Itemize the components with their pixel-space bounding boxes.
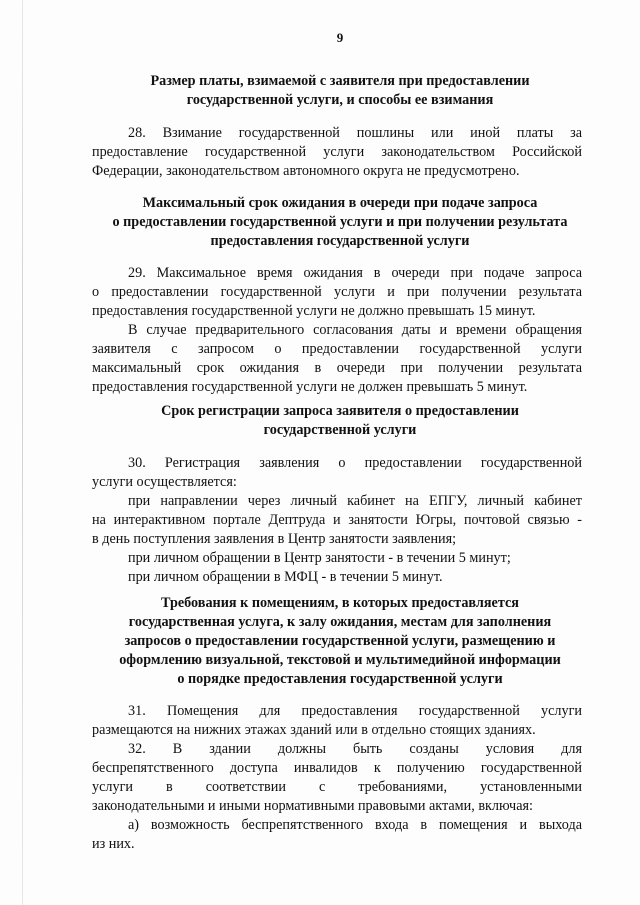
paragraph-line: а) возможность беспрепятственного входа в помещения и выхода [128, 817, 582, 833]
paragraph-line: заявителя с запросом о предоставлении государственной услуги [92, 341, 582, 357]
paragraph-30 [92, 454, 582, 587]
paragraph-line: услуги осуществляется: [92, 474, 237, 490]
heading-line: Срок регистрации запроса заявителя о предоставлении [161, 403, 519, 419]
paragraph-line: беспрепятственного доступа инвалидов к получению государственной [92, 760, 582, 776]
paragraph-28 [92, 124, 582, 181]
paragraph-29 [92, 264, 582, 397]
paragraph-line: 28. Взимание государственной пошлины или иной платы за [128, 125, 582, 141]
paragraph-line: предоставления государственной услуги не должно превышать 15 минут. [92, 303, 536, 319]
heading-waiting-time [82, 194, 598, 251]
paragraph-line: законодательными и иными нормативными правовыми актами, включая: [92, 798, 533, 814]
heading-line: о порядке предоставления государственной услуги [177, 671, 503, 687]
heading-line: Максимальный срок ожидания в очереди при подаче запроса [142, 195, 538, 211]
paragraph-line: о предоставлении государственной услуги и при получении результата [92, 284, 582, 300]
paragraph-line: в день поступления заявления в Центр занятости заявления; [92, 531, 457, 547]
heading-line: предоставления государственной услуги [210, 233, 470, 249]
paragraph-line: при личном обращении в МФЦ - в течении 5 минут. [128, 569, 443, 585]
heading-line: оформлению визуальной, текстовой и мультимедийной информации [119, 652, 561, 668]
heading-line: государственная услуга, к залу ожидания, местам для заполнения [128, 614, 552, 630]
paragraph-line: предоставления государственной услуги не должен превышать 5 минут. [92, 379, 528, 395]
paragraph-line: максимальный срок ожидания в очереди при получении результата [92, 360, 582, 376]
paragraph-line: 29. Максимальное время ожидания в очереди при подаче запроса [128, 265, 582, 281]
page-number: 9 [336, 30, 344, 45]
paragraph-line: 31. Помещения для предоставления государственной услуги [128, 703, 582, 719]
heading-line: государственной услуги, и способы ее взимания [186, 92, 494, 108]
paragraph-line: В случае предварительного согласования даты и времени обращения [128, 322, 582, 338]
paragraph-line: предоставление государственной услуги законодательством Российской [92, 144, 582, 160]
heading-premises-requirements [86, 594, 594, 689]
paragraph-line: 30. Регистрация заявления о предоставлении государственной [128, 455, 582, 471]
paragraph-line: Федерации, законодательством автономного округа не предусмотрено. [92, 163, 520, 179]
heading-line: Требования к помещениям, в которых предоставляется [161, 595, 519, 611]
paragraph-line: услуги в соответствии с требованиями, установленными [92, 779, 582, 795]
paragraph-line: на интерактивном портале Дептруда и занятости Югры, почтовой связью - [92, 512, 582, 528]
paragraph-31-32 [92, 702, 582, 854]
scan-edge [22, 0, 23, 905]
paragraph-line: из них. [92, 836, 135, 852]
heading-line: государственной услуги [263, 422, 417, 438]
paragraph-line: размещаются на нижних этажах зданий или в отдельно стоящих зданиях. [92, 722, 536, 738]
heading-line: Размер платы, взимаемой с заявителя при предоставлении [150, 73, 530, 89]
heading-line: запросов о предоставлении государственной услуги, размещению и [124, 633, 556, 649]
paragraph-line: при направлении через личный кабинет на ЕПГУ, личный кабинет [128, 493, 582, 509]
heading-registration [92, 402, 588, 440]
paragraph-line: при личном обращении в Центр занятости - в течении 5 минут; [128, 550, 511, 566]
paragraph-line: 32. В здании должны быть созданы условия для [128, 741, 582, 757]
heading-payment [92, 72, 588, 110]
heading-line: о предоставлении государственной услуги и при получении результата [112, 214, 568, 230]
